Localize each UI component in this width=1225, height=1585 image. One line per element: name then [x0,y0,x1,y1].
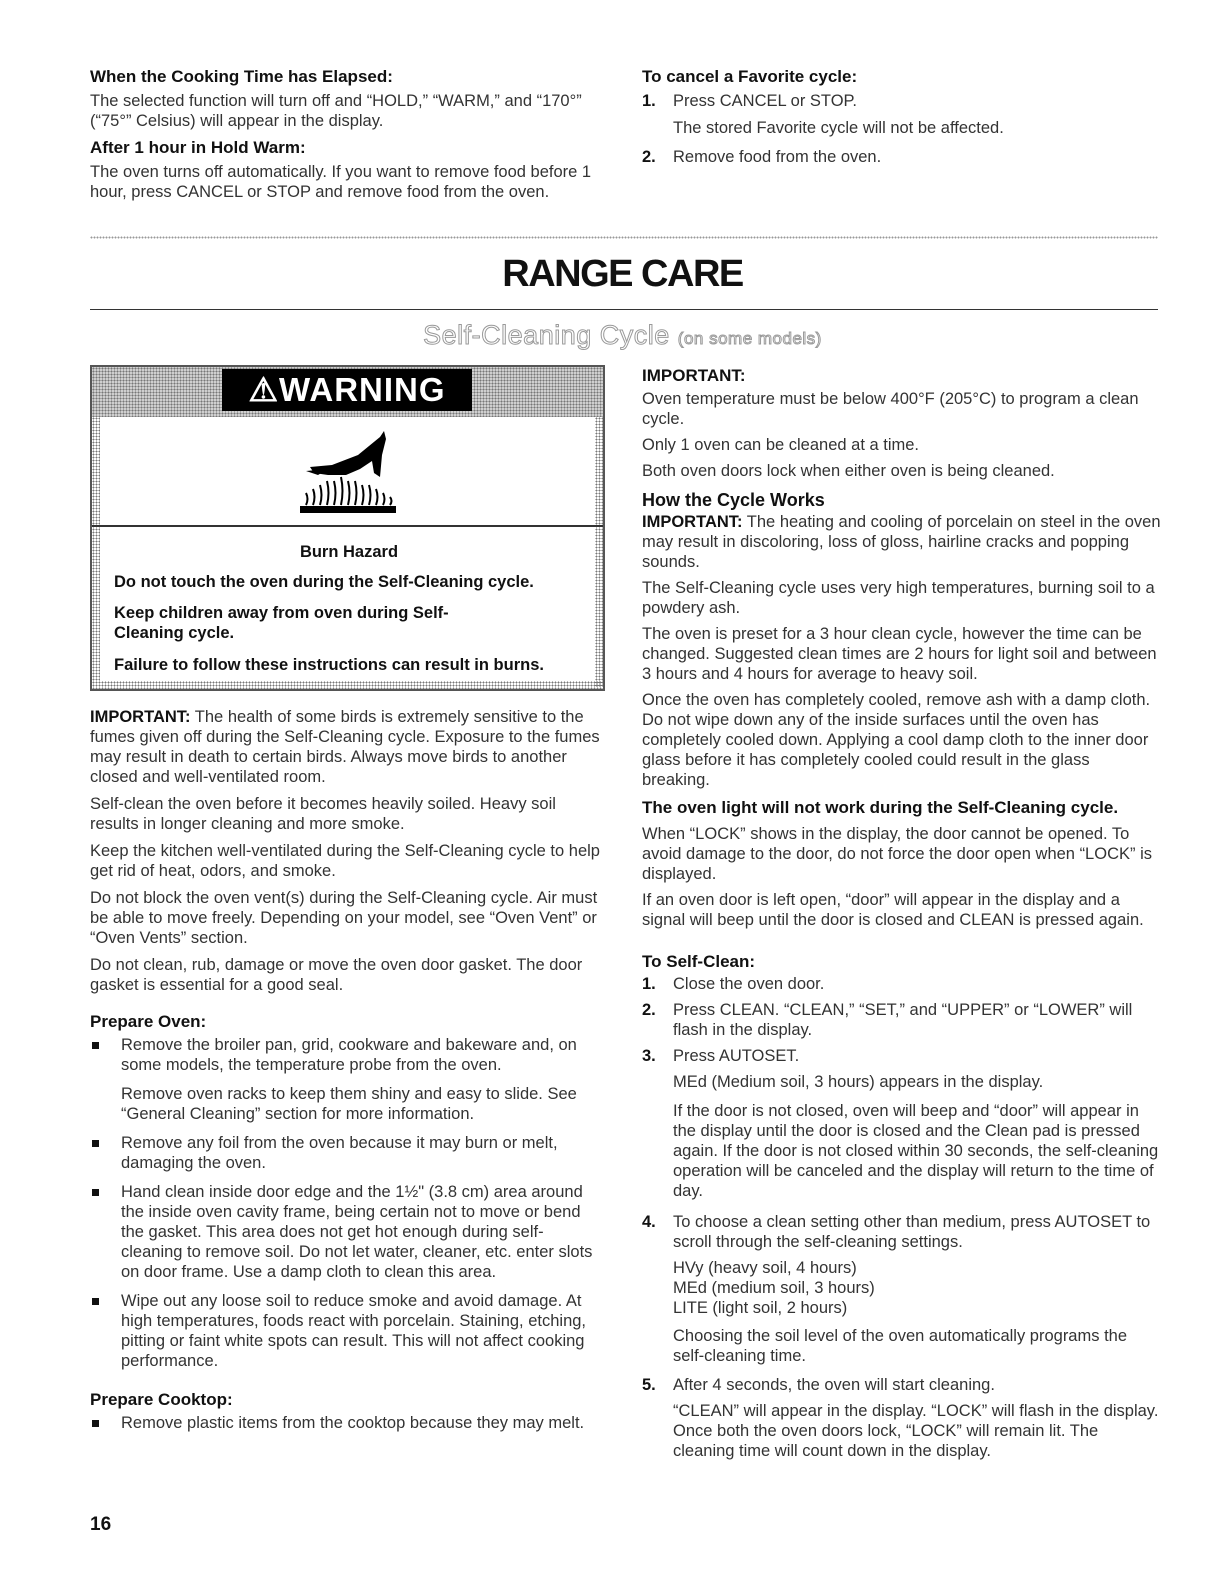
paragraph: Keep the kitchen well-ventilated during the Self-Cleaning cycle to help get rid of heat, odors, and smoke. [90,842,600,880]
list-item [90,1182,605,1282]
paragraph: Both oven doors lock when either oven is being cleaned. [642,462,1055,480]
warning-border-bottom [92,681,603,689]
warning-line: Failure to follow these instructions can result in burns. [114,656,544,674]
paragraph: The oven is preset for a 3 hour clean cycle, however the time can be changed. Suggested clean times are 2 hours for light soil and between 3 hours and 4 hours for average to heavy soil. [642,625,1157,683]
warning-border-right [595,417,603,687]
heading-cancel-favorite: To cancel a Favorite cycle: [642,67,858,86]
list-item [642,1375,1162,1461]
bullet-text: Remove the broiler pan, grid, cookware and bakeware and, on some models, the temperature probe from the oven. [121,1036,577,1074]
step-number: 1. [642,92,656,110]
important-text: The health of some birds is extremely sensitive to the fumes given off during the Self-Cleaning cycle. Exposure to the fumes may result in death to certain birds. Always move birds to another closed and well-ventilated room. [90,708,600,786]
right-body [642,365,1162,1461]
heading-how-cycle-works: How the Cycle Works [642,490,825,510]
list-item [642,147,1162,167]
step-text: Press AUTOSET. [673,1047,800,1065]
warning-label-text: WARNING [279,371,446,408]
warning-line: Do not touch the oven during the Self-Cleaning cycle. [114,573,534,591]
top-right-section [642,66,1162,167]
bullet-text: Remove plastic items from the cooktop because they may melt. [121,1414,585,1432]
step-subtext: The stored Favorite cycle will not be affected. [673,119,1004,137]
dotted-divider [90,236,1158,239]
step-text: Close the oven door. [673,975,825,993]
warning-label: ⚠WARNING [222,369,472,411]
step-number: 1. [642,975,656,993]
bullet-text: Wipe out any loose soil to reduce smoke and avoid damage. At high temperatures, foods react with porcelain. Staining, etching, pitting or faint white spots can result. This will not affect cooking performance. [121,1292,587,1370]
step-text: Press CLEAN. “CLEAN,” “SET,” and “UPPER” or “LOWER” will flash in the display. [673,1001,1133,1039]
step-subtext: Choosing the soil level of the oven automatically programs the self-cleaning time. [673,1327,1127,1365]
list-item [90,1133,605,1173]
heading-to-self-clean: To Self-Clean: [642,952,756,971]
paragraph: The selected function will turn off and “HOLD,” “WARM,” and “170°” (“75°” Celsius) will appear in the display. [90,92,582,130]
left-body [90,707,605,1433]
warning-divider [92,525,603,527]
important-birds [90,707,605,787]
title-rule [90,309,1158,310]
step-number: 2. [642,1001,656,1019]
section-note: (on some models) [677,329,822,348]
list-item [642,1000,1162,1040]
paragraph: Once the oven has completely cooled, remove ash with a damp cloth. Do not wipe down any of the inside surfaces until the oven has completely cooled down. Applying a cool damp cloth to the inner door glass before it has completely cooled could result in the glass breaking. [642,691,1151,789]
paragraph: The oven turns off automatically. If you want to remove food before 1 hour, press CANCEL or STOP and remove food from the oven. [90,163,592,201]
list-item [90,1291,605,1371]
page-title: RANGE CARE [502,253,743,295]
bullet-icon [92,1189,99,1196]
list-item [642,1212,1162,1366]
warning-border-left [92,417,100,687]
burn-hazard-label: Burn Hazard [299,543,399,561]
warning-header [92,367,603,417]
paragraph: Only 1 oven can be cleaned at a time. [642,436,920,454]
burn-hazard-icon [288,425,408,515]
paragraph: The Self-Cleaning cycle uses very high temperatures, burning soil to a powdery ash. [642,579,1155,617]
bullet-icon [92,1420,99,1427]
important-label: IMPORTANT: [642,513,743,531]
warning-line: Keep children away from oven during Self-Cleaning cycle. [114,604,449,642]
list-item [642,91,1162,138]
step-text: Press CANCEL or STOP. [673,92,858,110]
step-subtext: “CLEAN” will appear in the display. “LOCK” will flash in the display. Once both the oven doors lock, “LOCK” will remain lit. The cleaning time will count down in the display. [673,1402,1159,1460]
top-left-section [90,66,605,202]
bullet-subtext: Remove oven racks to keep them shiny and easy to slide. See “General Cleaning” section for more information. [121,1085,577,1123]
setting-option: MEd (medium soil, 3 hours) [673,1279,875,1297]
bullet-icon [92,1140,99,1147]
step-number: 3. [642,1047,656,1065]
paragraph: Do not clean, rub, damage or move the oven door gasket. The door gasket is essential for a good seal. [90,956,583,994]
page-number: 16 [90,1514,112,1535]
important-porcelain [642,512,1162,572]
bullet-icon [92,1298,99,1305]
section-title [0,320,1225,351]
setting-option: HVy (heavy soil, 4 hours) [673,1259,857,1277]
heading-prepare-cooktop: Prepare Cooktop: [90,1390,233,1409]
list-item [642,1046,1162,1201]
step-text: To choose a clean setting other than medium, press AUTOSET to scroll through the self-cleaning settings. [673,1213,1151,1251]
paragraph: Oven temperature must be below 400°F (205°C) to program a clean cycle. [642,390,1139,428]
warning-box [90,365,605,691]
important-label: IMPORTANT: [90,708,191,726]
paragraph: Do not block the oven vent(s) during the Self-Cleaning cycle. Air must be able to move freely. Depending on your model, see “Oven Vent” or “Oven Vents” section. [90,889,598,947]
list-item [90,1035,605,1124]
list-item [90,1413,605,1433]
heading-prepare-oven: Prepare Oven: [90,1012,207,1031]
heading-important: IMPORTANT: [642,366,746,385]
section-title-text: Self-Cleaning Cycle [423,320,670,350]
step-number: 5. [642,1376,656,1394]
heading-cooking-time-elapsed: When the Cooking Time has Elapsed: [90,67,393,86]
step-number: 2. [642,148,656,166]
step-number: 4. [642,1213,656,1231]
heading-hold-warm: After 1 hour in Hold Warm: [90,138,306,157]
bullet-text: Hand clean inside door edge and the 1½" (3.8 cm) area around the inside oven cavity frame, being certain not to move or bend the gasket. This area does not get hot enough during self-cleaning to remove soil. Do not let water, cleaner, etc. enter slots on door frame. Use a damp cloth to clean this area. [121,1183,593,1281]
setting-option: LITE (light soil, 2 hours) [673,1299,848,1317]
heading-oven-light: The oven light will not work during the Self-Cleaning cycle. [642,798,1119,817]
list-item [642,974,1162,994]
step-subtext: MEd (Medium soil, 3 hours) appears in the display. [673,1073,1044,1091]
paragraph: If an oven door is left open, “door” will appear in the display and a signal will beep until the door is closed and CLEAN is pressed again. [642,891,1144,929]
step-text: After 4 seconds, the oven will start cleaning. [673,1376,995,1394]
paragraph: Self-clean the oven before it becomes heavily soiled. Heavy soil results in longer cleaning and more smoke. [90,795,556,833]
bullet-text: Remove any foil from the oven because it may burn or melt, damaging the oven. [121,1134,558,1172]
paragraph: When “LOCK” shows in the display, the door cannot be opened. To avoid damage to the door, do not force the door open when “LOCK” is displayed. [642,825,1152,883]
step-text: Remove food from the oven. [673,148,882,166]
step-subtext: If the door is not closed, oven will beep and “door” will appear in the display until the door is closed and the Clean pad is pressed again. If the door is not closed within 30 seconds, the self-cleaning operation will be canceled and the display will return to the time of day. [673,1102,1159,1200]
bullet-icon [92,1042,99,1049]
important-text: The heating and cooling of porcelain on steel in the oven may result in discoloring, loss of gloss, hairline cracks and popping sounds. [642,513,1161,571]
